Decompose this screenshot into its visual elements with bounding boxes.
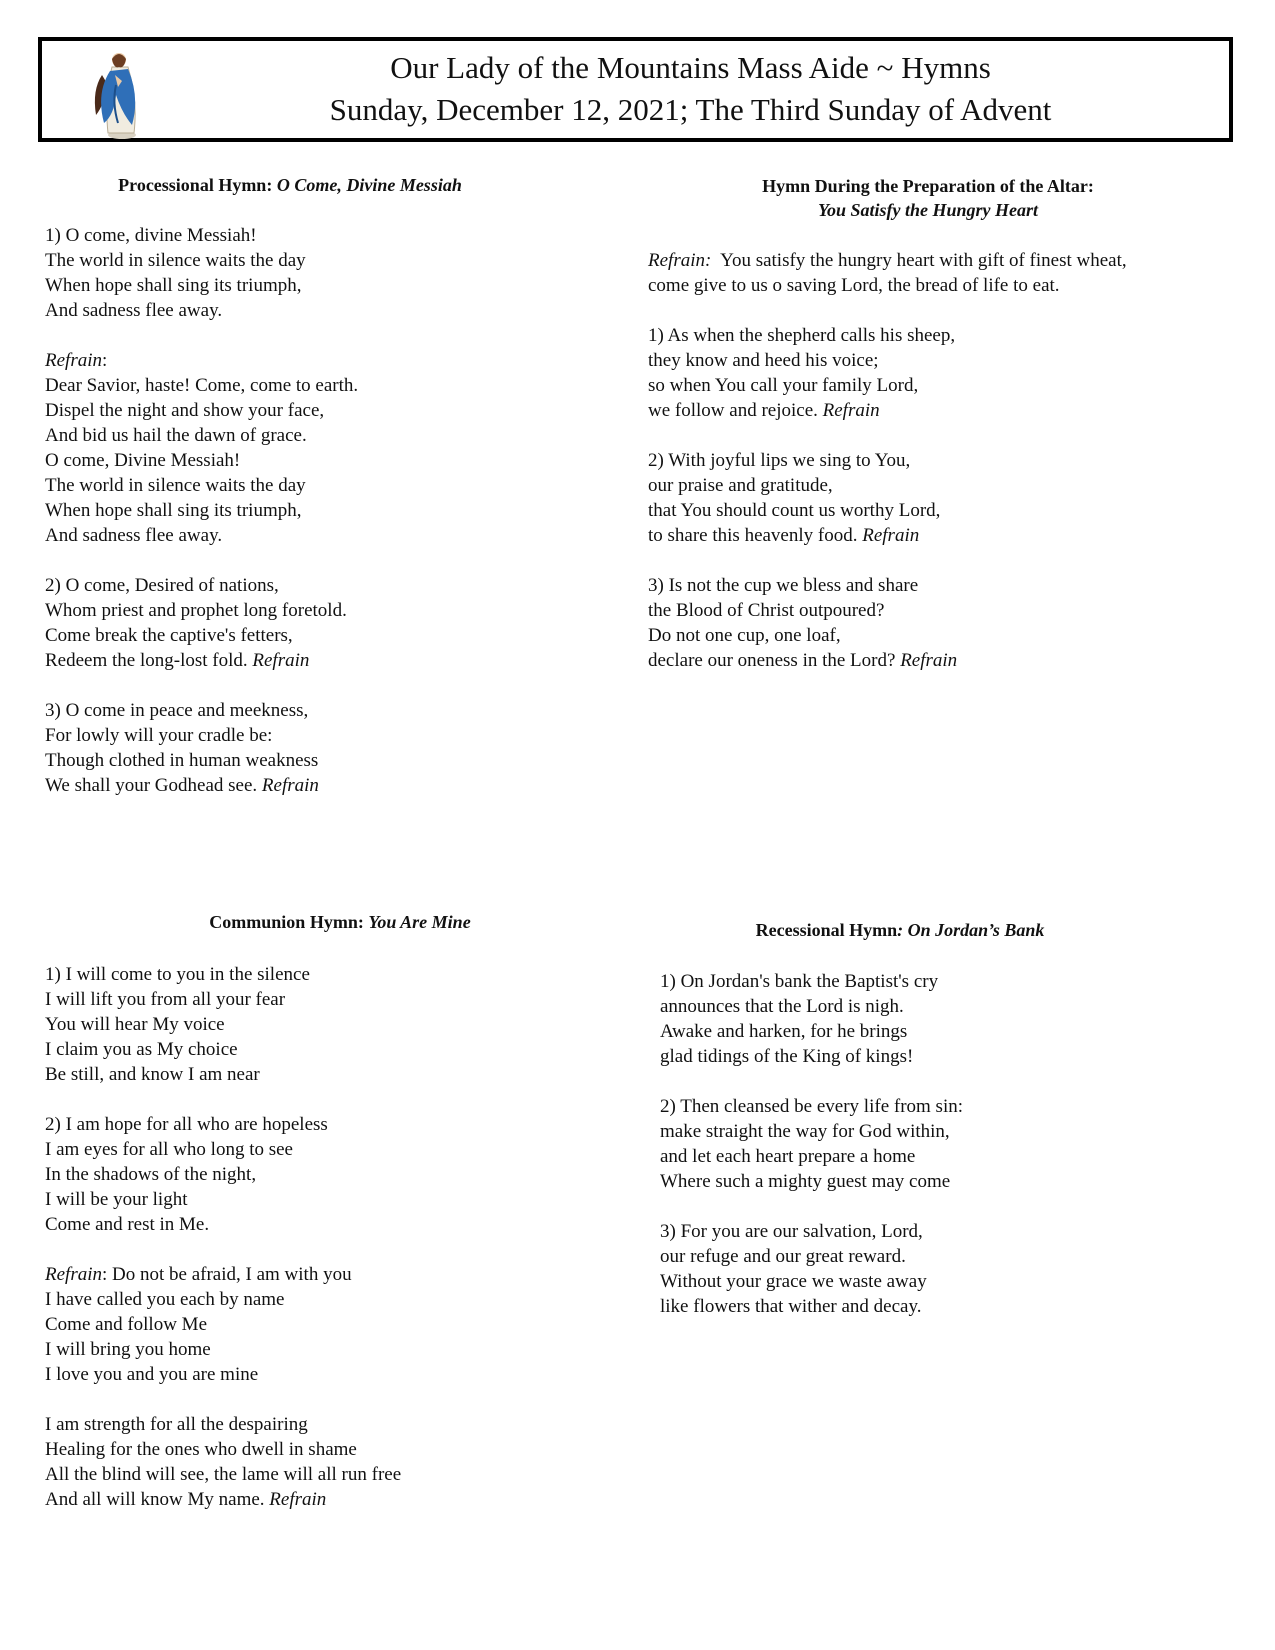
refrain-label: Refrain — [45, 350, 102, 371]
hymn-title: Recessional Hymn: On Jordan’s Bank — [755, 920, 1045, 940]
refrain: Refrain: Dear Savior, haste! Come, come to earth. Dispel the night and show your face, And bid us hail the dawn of grace. O come, Divine Messiah! The world in silence waits the day When hope shall sing its triumph, And sadness flee away. — [45, 350, 359, 546]
hymn-title: Hymn During the Preparation of the Altar: You Satisfy the Hungry Heart — [762, 176, 1094, 220]
communion-hymn — [45, 910, 590, 1537]
verse-2: 2) Then cleansed be every life from sin: make straight the way for God within, and let each heart prepare a home Where such a mighty guest may come — [660, 1096, 964, 1192]
hymn-title: Processional Hymn: O Come, Divine Messiah — [118, 175, 462, 195]
header-titles — [172, 47, 1209, 131]
virgin-mary-image — [82, 45, 150, 139]
verse-2: 2) O come, Desired of nations, Whom priest and prophet long foretold. Come break the captive's fetters, Redeem the long-lost fold. Refrain — [45, 575, 347, 671]
processional-hymn — [45, 173, 590, 823]
verse-1: 1) As when the shepherd calls his sheep, they know and heed his voice; so when You call your family Lord, we follow and rejoice. Refrain — [648, 325, 956, 421]
verse-3: 3) O come in peace and meekness, For lowly will your cradle be: Though clothed in human weakness We shall your Godhead see. Refrain — [45, 700, 319, 796]
header-banner — [38, 37, 1233, 142]
hymn-title: Communion Hymn: You Are Mine — [209, 912, 471, 932]
header-date: Sunday, December 12, 2021; The Third Sunday of Advent — [329, 92, 1052, 127]
refrain-label: Refrain: — [648, 250, 712, 271]
verse-2: 2) With joyful lips we sing to You, our praise and gratitude, that You should count us worthy Lord, to share this heavenly food. Refrain — [648, 450, 941, 546]
verse-2: 2) I am hope for all who are hopeless I am eyes for all who long to see In the shadows of the night, I will be your light Come and rest in Me. — [45, 1114, 328, 1235]
verse-1: 1) O come, divine Messiah! The world in silence waits the day When hope shall sing its triumph, And sadness flee away. — [45, 225, 306, 321]
header-title: Our Lady of the Mountains Mass Aide ~ Hymns — [390, 50, 991, 85]
refrain: Refrain: Do not be afraid, I am with you I have called you each by name Come and follow Me I will bring you home I love you and you are mine — [45, 1264, 352, 1385]
recessional-hymn — [660, 918, 1220, 1344]
verse-3: 3) For you are our salvation, Lord, our refuge and our great reward. Without your grace we waste away like flowers that wither and decay. — [660, 1221, 927, 1317]
verse-3: 3) Is not the cup we bless and share the Blood of Christ outpoured? Do not one cup, one loaf, declare our oneness in the Lord? Refrain — [648, 575, 958, 671]
preparation-hymn — [648, 174, 1238, 698]
verse-3: I am strength for all the despairing Healing for the ones who dwell in shame All the blind will see, the lame will all run free And all will know My name. Refrain — [45, 1414, 402, 1510]
verse-1: 1) On Jordan's bank the Baptist's cry announces that the Lord is nigh. Awake and harken, for he brings glad tidings of the King of kings! — [660, 971, 939, 1067]
refrain-label: Refrain — [45, 1264, 102, 1285]
verse-1: 1) I will come to you in the silence I will lift you from all your fear You will hear My voice I claim you as My choice Be still, and know I am near — [45, 964, 310, 1085]
refrain: Refrain: You satisfy the hungry heart with gift of finest wheat, come give to us o saving Lord, the bread of life to eat. — [648, 250, 1127, 296]
